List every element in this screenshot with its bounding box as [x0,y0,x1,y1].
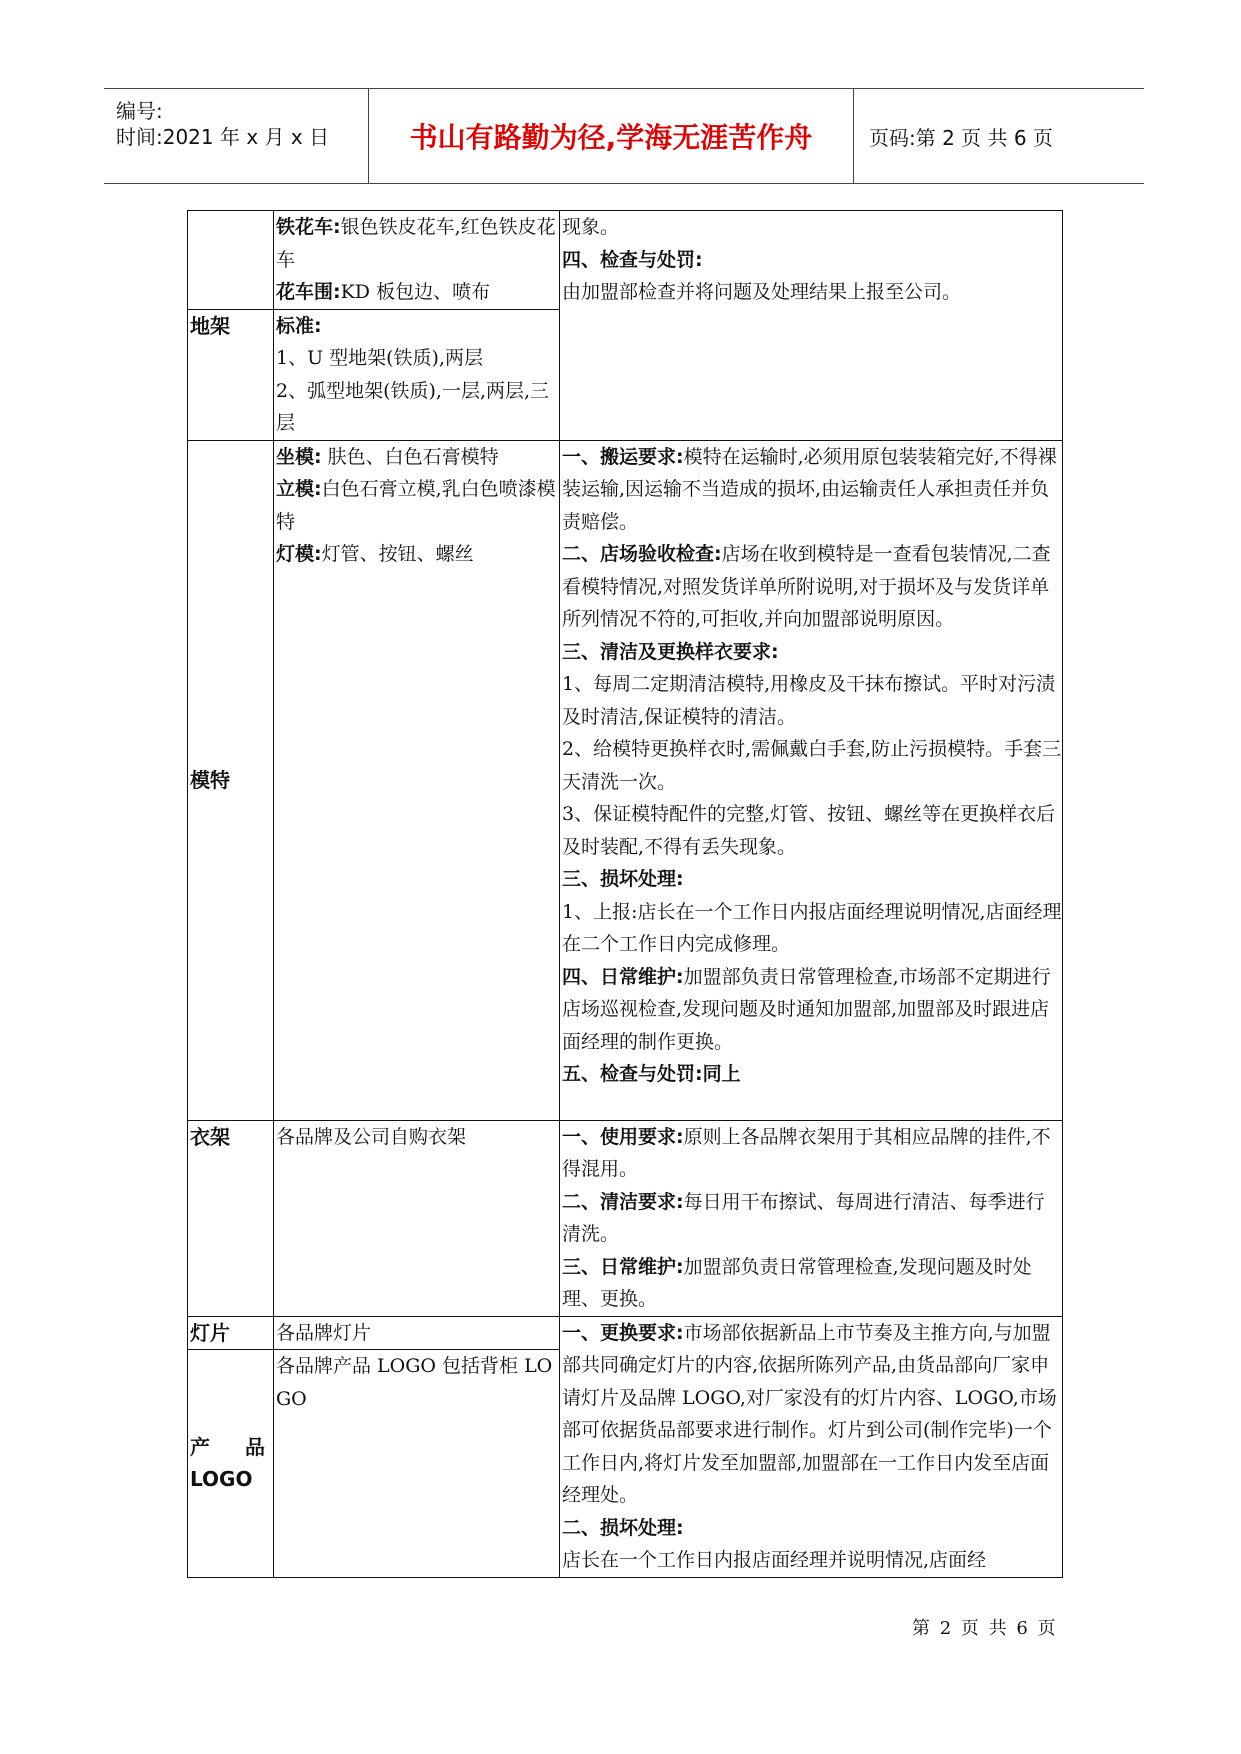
rule-text: 店场在收到模特是一查看包装情况,二查看模特情况,对照发货详单所附说明,对于损坏及与发货详单所列情况不符的,可拒收,并向加盟部说明原因。 [562,543,1051,630]
header-motto: 书山有路勤为径,学海无涯苦作舟 [369,89,854,183]
rule-line: 1、上报:店长在一个工作日内报店面经理说明情况,店面经理在二个工作日内完成修理。 [562,900,1062,955]
category-cell-dengpian: 灯片 [188,1316,274,1350]
item-head: 灯模: [276,543,322,565]
desc-cell-yijia: 各品牌及公司自购衣架 [274,1120,560,1316]
rule-cell-yijia [560,1120,1063,1316]
item-text: 肤色、白色石膏模特 [321,445,499,468]
rule-cell-huache [560,211,1063,441]
table-row [188,1316,1063,1350]
rule-line: 由加盟部检查并将问题及处理结果上报至公司。 [562,281,962,303]
standards-table [187,210,1063,1578]
category-cell-empty [188,211,274,310]
rule-line: 1、每周二定期清洁模特,用橡皮及干抹布擦试。平时对污渍及时清洁,保证模特的清洁。 [562,673,1056,728]
rule-heading: 三、日常维护: [562,1255,684,1278]
item-text: 灯管、按钮、螺丝 [321,543,474,565]
item-text: 2、弧型地架(铁质),一层,两层,三层 [276,379,550,434]
table-row [188,440,1063,1120]
item-head: 花车围: [276,281,341,303]
desc-cell-logo: 各品牌产品 LOGO 包括背柜 LOGO [274,1350,560,1577]
rule-text: 每日用干布擦试、每周进行清洁、每季进行清洗。 [562,1190,1045,1245]
item-text: 白色石膏立模,乳白色喷漆模特 [276,478,556,533]
item-head: 标准: [276,314,322,337]
rule-heading: 四、日常维护: [562,965,684,988]
rule-line: 2、给模特更换样衣时,需佩戴白手套,防止污损模特。手套三天清洗一次。 [562,738,1062,793]
item-text: 1、U 型地架(铁质),两层 [276,347,484,369]
rule-line: 3、保证模特配件的完整,灯管、按钮、螺丝等在更换样衣后及时装配,不得有丢失现象。 [562,803,1056,858]
header-meta [104,89,369,183]
header-page-label: 页码:第 2 页 共 6 页 [869,125,1053,150]
desc-cell-mote [274,440,560,1120]
category-logo-text: LOGO [190,1467,253,1492]
category-cell-dijia: 地架 [188,309,274,440]
rule-text: 加盟部负责日常管理检查,市场部不定期进行店场巡视检查,发现问题及时通知加盟部,加盟部及时跟进店面经理的制作更换。 [562,965,1051,1053]
rule-heading: 一、更换要求: [562,1321,684,1344]
category-cell-logo [188,1350,274,1577]
desc-cell-dengpian: 各品牌灯片 [274,1316,560,1350]
rule-text: 加盟部负责日常管理检查,发现问题及时处理、更换。 [562,1255,1032,1310]
category-cell-mote: 模特 [188,440,274,1120]
rule-text: 市场部依据新品上市节奏及主推方向,与加盟部共同确定灯片的内容,依据所陈列产品,由货品部向厂家申请灯片及品牌 LOGO,对厂家没有的灯片内容、LOGO,市场部可依据货品部要求进行制作。灯片到公司(制作完毕)一个工作日内,将灯片发至加盟部,加盟部在一工作日内发至店面经理处。 [562,1321,1057,1506]
item-text: KD 板包边、喷布 [340,281,491,303]
header-time-label: 时间:2021 年 x 月 x 日 [116,125,330,149]
item-text: 银色铁皮花车,红色铁皮花车 [276,216,556,271]
rule-heading: 二、店场验收检查: [562,543,722,565]
rule-line: 店长在一个工作日内报店面经理并说明情况,店面经 [562,1549,987,1571]
rule-heading: 三、清洁及更换样衣要求: [562,640,779,663]
rule-heading: 四、检查与处罚: [562,248,703,271]
category-char: 品 [245,1434,265,1459]
rule-text: 原则上各品牌衣架用于其相应品牌的挂件,不得混用。 [562,1125,1051,1180]
table-row [188,1120,1063,1316]
item-head: 立模: [276,478,322,500]
header-number-label: 编号: [116,99,163,123]
rule-heading: 三、损坏处理: [562,868,684,890]
rule-line: 现象。 [562,216,620,238]
rule-heading: 二、损坏处理: [562,1516,684,1539]
rule-heading: 五、检查与处罚:同上 [562,1063,741,1085]
rule-text: 模特在运输时,必须用原包装装箱完好,不得裸装运输,因运输不当造成的损坏,由运输责任人承担责任并负责赔偿。 [562,445,1057,533]
category-char: 产 [190,1434,210,1459]
item-head: 坐模: [276,445,322,468]
page-footer: 第 2 页 共 6 页 [912,1618,1058,1639]
rule-cell-mote [560,440,1063,1120]
rule-heading: 二、清洁要求: [562,1190,684,1213]
table-row [188,211,1063,310]
desc-cell-huache [274,211,560,310]
item-head: 铁花车: [276,216,341,238]
category-cell-yijia: 衣架 [188,1120,274,1316]
desc-cell-dijia [274,309,560,440]
page-header [104,88,1144,184]
rule-heading: 一、使用要求: [562,1125,684,1148]
rule-cell-dengpian [560,1316,1063,1577]
rule-heading: 一、搬运要求: [562,445,684,468]
